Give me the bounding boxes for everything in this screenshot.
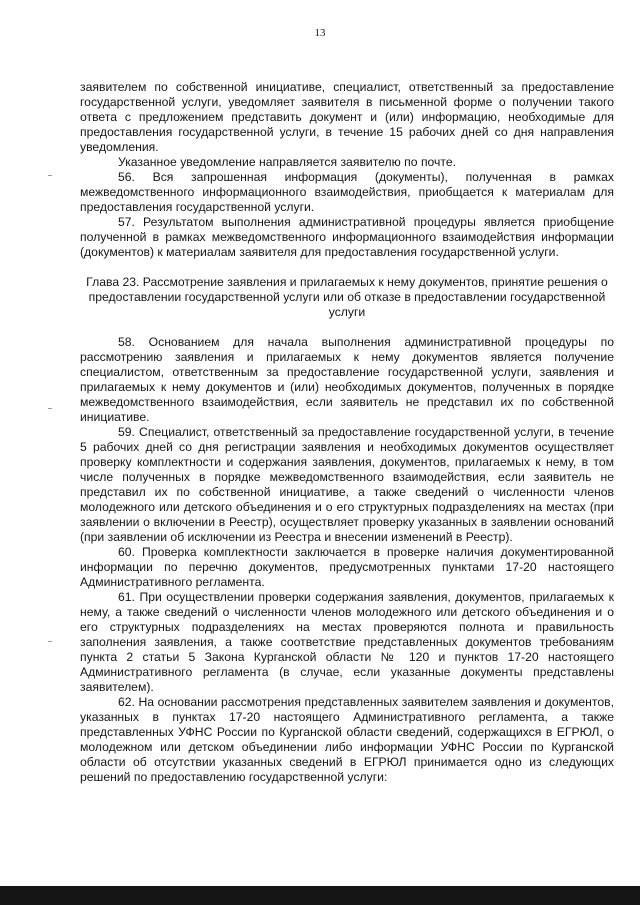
chapter-heading: Глава 23. Рассмотрение заявления и прилагаемых к нему документов, принятие решения о предоставлении государственной услуги или об отказе в предоставлении государственной услуги bbox=[86, 275, 608, 319]
paragraph-notice-by-mail: Указанное уведомление направляется заявителю по почте. bbox=[118, 155, 457, 169]
scan-margin-mark bbox=[48, 175, 52, 176]
paragraph-58: 58. Основанием для начала выполнения административной процедуры по рассмотрению заявления и прилагаемых к нему документов является получение специалистом, ответственным за предоставление государственной услуги, заявления и прилагаемых к нему документов и (или) необходимых документов, полученных в порядке межведомственного взаимодействия, если заявитель не представил их по собственной инициативе. bbox=[80, 335, 614, 424]
paragraph-62: 62. На основании рассмотрения представленных заявителем заявления и документов, указанных в пунктах 17-20 настоящего Административного регламента, а также представленных УФНС России по Курганской области сведений, содержащихся в ЕГРЮЛ, о молодежном или детском объединении либо информации УФНС России по Курганской области об отсутствии указанных сведений в ЕГРЮЛ принимается одно из следующих решений по предоставлению государственной услуги: bbox=[80, 695, 614, 784]
page-number: 13 bbox=[314, 27, 326, 39]
document-body bbox=[80, 80, 614, 785]
paragraph-57: 57. Результатом выполнения административной процедуры является приобщение полученной в рамках межведомственного информационного взаимодействия информации (документов) к материалам заявителя для предоставления государственной услуги. bbox=[80, 215, 614, 259]
scan-bottom-bar bbox=[0, 886, 640, 905]
paragraph-continuation: заявителем по собственной инициативе, специалист, ответственный за предоставление государственной услуги, уведомляет заявителя в письменной форме о получении такого ответа с предложением представить документ и (или) информацию, необходимые для предоставления государственной услуги, в течение 15 рабочих дней со дня направления уведомления. bbox=[80, 80, 614, 154]
paragraph-60: 60. Проверка комплектности заключается в проверке наличия документированной информации по перечню документов, предусмотренных пунктами 17-20 настоящего Административного регламента. bbox=[80, 545, 614, 589]
scan-margin-mark bbox=[48, 408, 52, 409]
paragraph-61: 61. При осуществлении проверки содержания заявления, документов, прилагаемых к нему, а также сведений о численности членов молодежного или детского объединения и о его структурных подразделениях на местах проверяются полнота и правильность заполнения заявления, а также соответствие представленных документов требованиям пункта 2 статьи 5 Закона Курганской области № 120 и пунктов 17-20 настоящего Административного регламента (в случае, если указанные документы представлены заявителем). bbox=[80, 590, 614, 694]
paragraph-59: 59. Специалист, ответственный за предоставление государственной услуги, в течение 5 рабочих дней со дня регистрации заявления и необходимых документов осуществляет проверку комплектности и содержания заявления, документов, прилагаемых к нему, в том числе полученных в порядке межведомственного взаимодействия, если заявитель не представил их по собственной инициативе, а также сведений о численности членов молодежного или детского объединения и о его структурных подразделениях на местах (при заявлении о включении в Реестр), осуществляет проверку указанных в заявлении оснований (при заявлении об исключении из Реестра и внесении изменений в Реестр). bbox=[80, 425, 614, 544]
paragraph-56: 56. Вся запрошенная информация (документы), полученная в рамках межведомственного информационного взаимодействия, приобщается к материалам для предоставления государственной услуги. bbox=[80, 170, 614, 214]
scan-margin-mark bbox=[48, 641, 52, 642]
